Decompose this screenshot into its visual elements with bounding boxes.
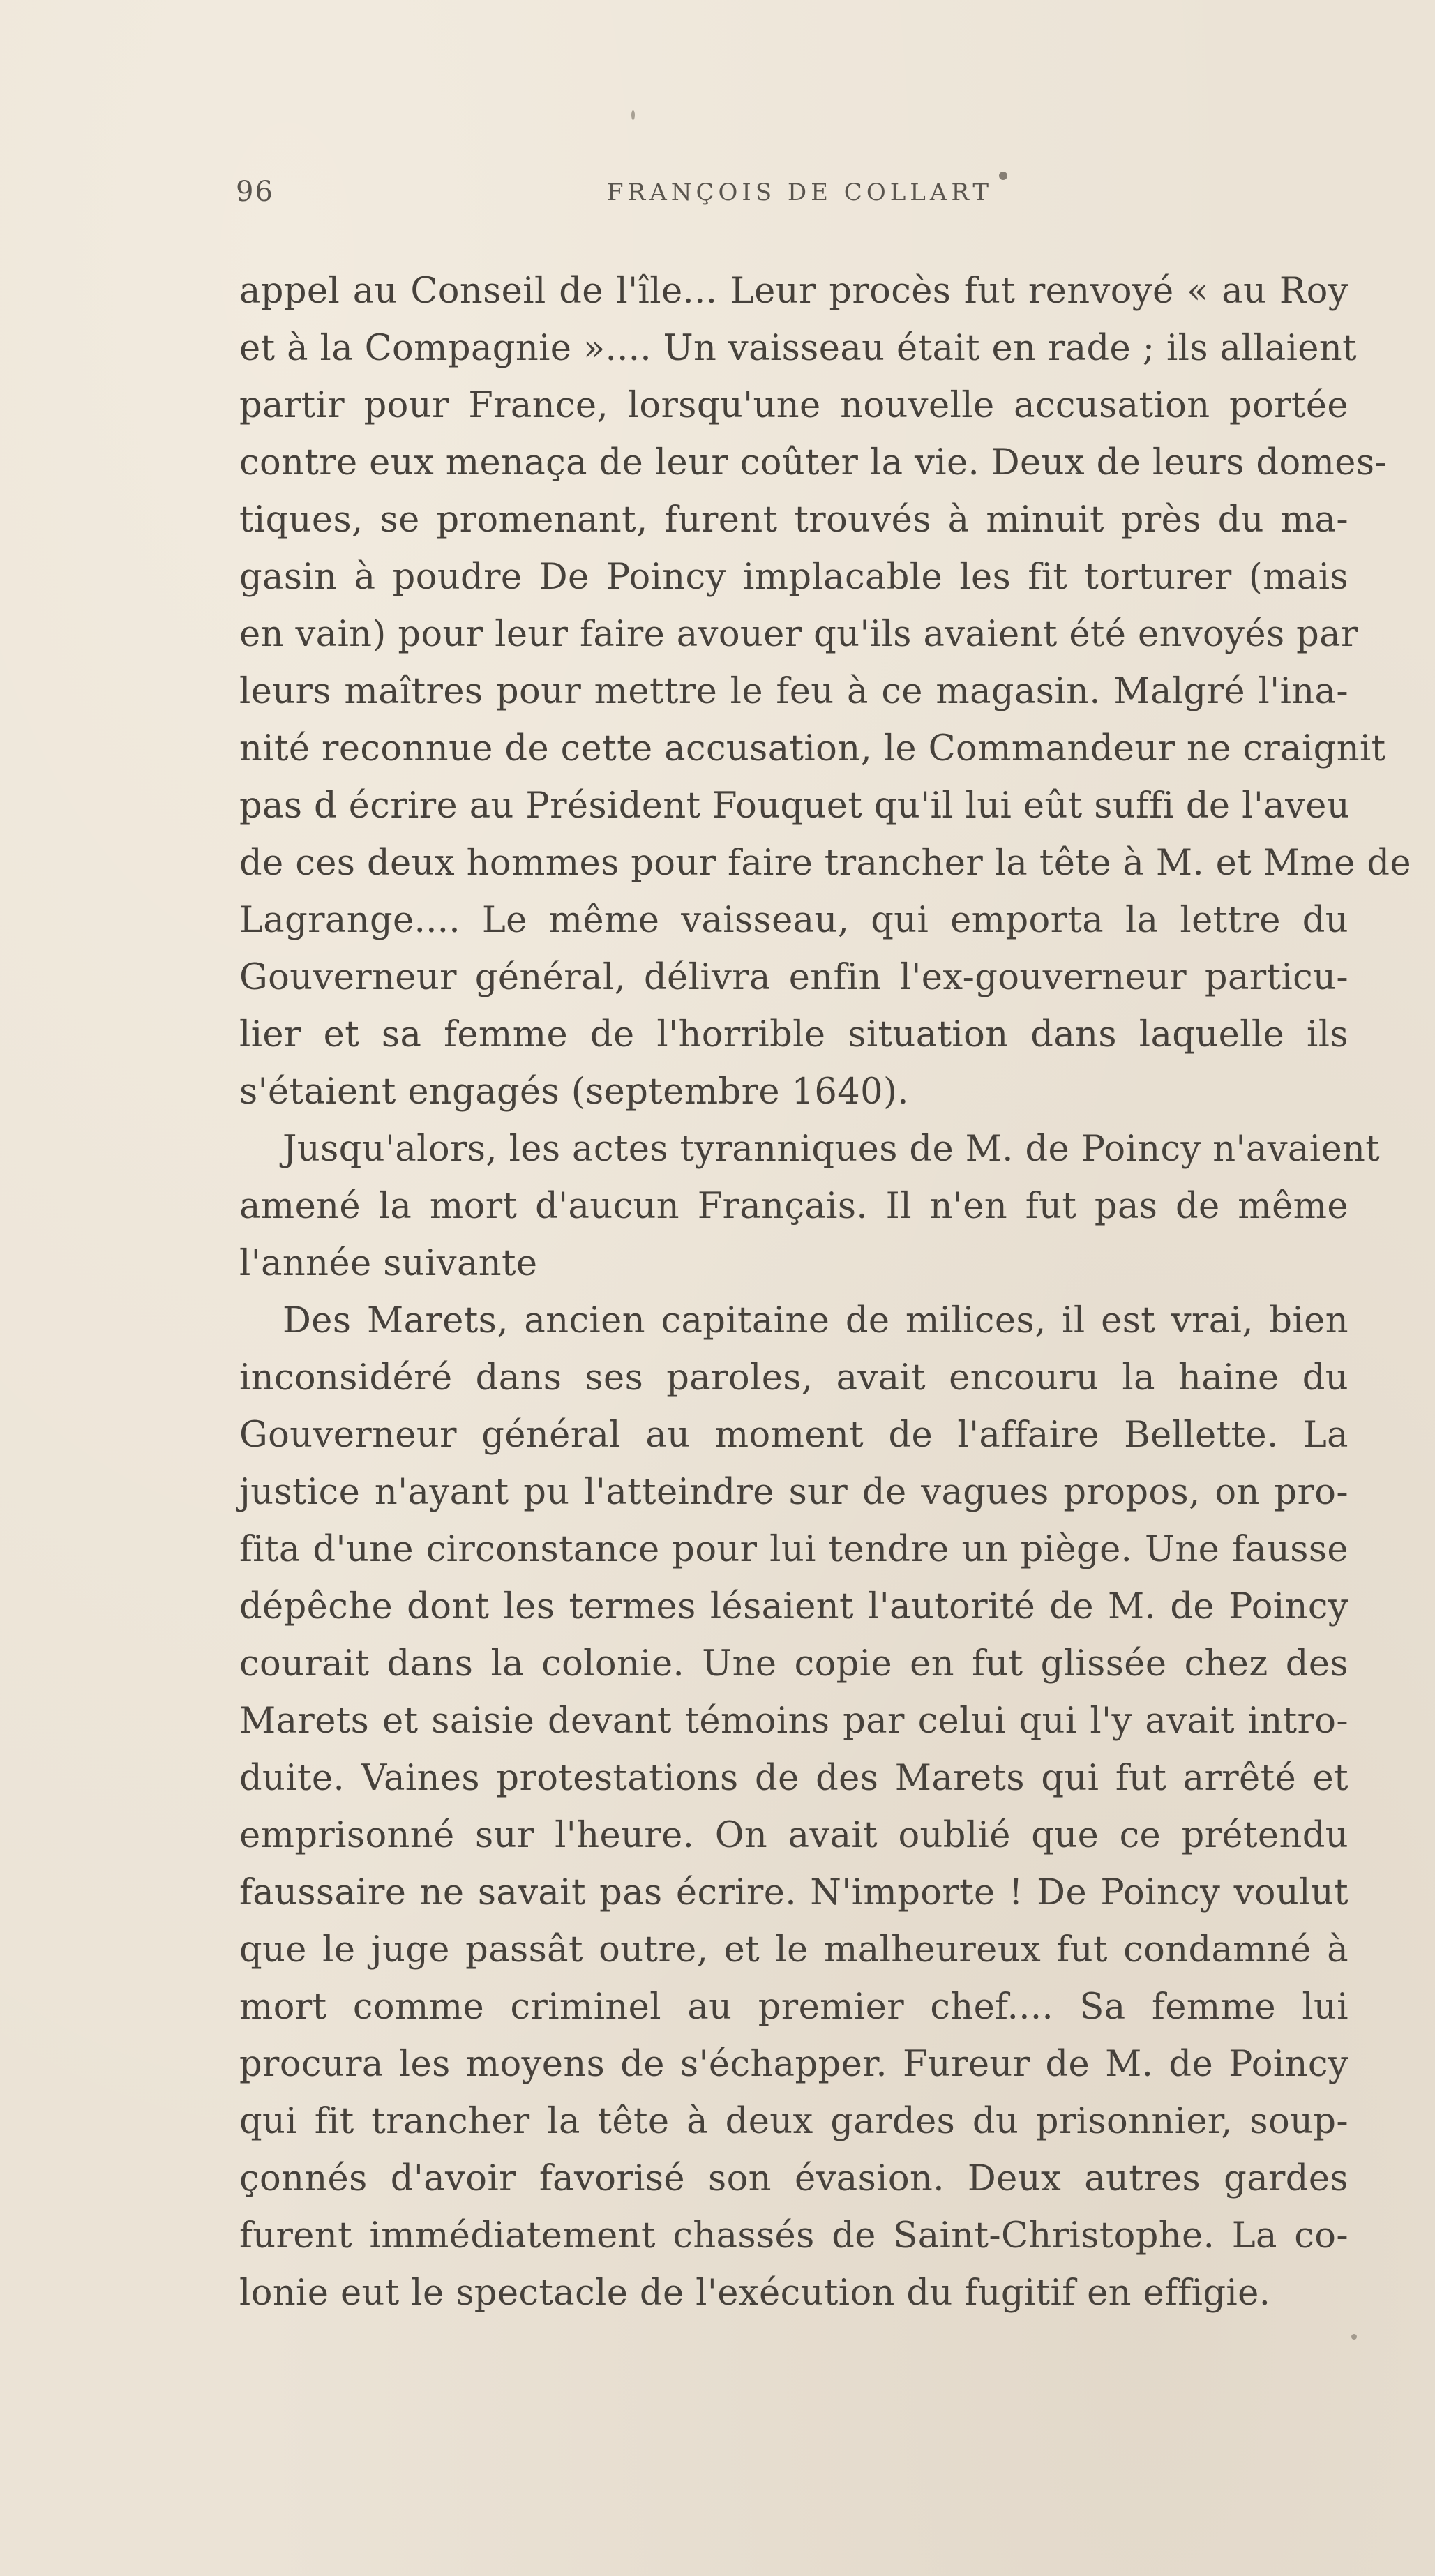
paragraph — [239, 1121, 1381, 1293]
text-line: contre eux menaça de leur coûter la vie. Deux de leurs domes- — [239, 442, 1388, 483]
body-text — [239, 263, 1411, 2322]
text-line: pas d écrire au Président Fouquet qu'il lui eût suffi de l'aveu — [239, 785, 1351, 827]
text-line: leurs maîtres pour mettre le feu à ce magasin. Malgré l'ina- — [239, 671, 1348, 712]
text-line: et à la Compagnie ».... Un vaisseau était en rade ; ils allaient — [239, 328, 1358, 369]
text-line: Lagrange.... Le même vaisseau, qui emporta la lettre du — [239, 900, 1348, 941]
text-line: l'année suivante — [239, 1243, 538, 1284]
running-head: FRANÇOIS DE COLLART — [607, 179, 993, 206]
text-line: partir pour France, lorsqu'une nouvelle accusation portée — [239, 385, 1348, 426]
text-line: duite. Vaines protestations de des Marets qui fut arrêté et — [239, 1758, 1348, 1799]
text-line: en vain) pour leur faire avouer qu'ils avaient été envoyés par — [239, 614, 1358, 655]
paragraph — [239, 1293, 1348, 2322]
text-line: procura les moyens de s'échapper. Fureur de M. de Poincy — [239, 2044, 1348, 2085]
text-line: qui fit trancher la tête à deux gardes du prisonnier, soup- — [239, 2101, 1348, 2142]
text-line: faussaire ne savait pas écrire. N'importe ! De Poincy voulut — [239, 1872, 1348, 1913]
text-line: emprisonné sur l'heure. On avait oublié que ce prétendu — [239, 1815, 1348, 1856]
text-line: furent immédiatement chassés de Saint-Christophe. La co- — [239, 2215, 1348, 2257]
text-line: Gouverneur général au moment de l'affaire Bellette. La — [239, 1415, 1348, 1456]
page-number: 96 — [236, 176, 274, 208]
ink-speck — [1351, 2334, 1357, 2340]
text-line: Des Marets, ancien capitaine de milices, il est vrai, bien — [283, 1300, 1348, 1341]
text-line: tiques, se promenant, furent trouvés à minuit près du ma- — [239, 499, 1348, 541]
text-line: s'étaient engagés (septembre 1640). — [239, 1071, 909, 1113]
text-line: amené la mort d'aucun Français. Il n'en fut pas de même — [239, 1186, 1348, 1227]
text-line: dépêche dont les termes lésaient l'autorité de M. de Poincy — [239, 1586, 1348, 1627]
text-line: gasin à poudre De Poincy implacable les fit torturer (mais — [239, 557, 1348, 598]
ink-speck — [631, 110, 635, 120]
text-line: courait dans la colonie. Une copie en fut glissée chez des — [239, 1643, 1348, 1685]
text-line: de ces deux hommes pour faire trancher la tête à M. et Mme de — [239, 843, 1411, 884]
page-header — [0, 176, 1435, 218]
text-line: lonie eut le spectacle de l'exécution du fugitif en effigie. — [239, 2273, 1271, 2314]
text-line: nité reconnue de cette accusation, le Commandeur ne craignit — [239, 728, 1386, 769]
text-line: çonnés d'avoir favorisé son évasion. Deux autres gardes — [239, 2158, 1348, 2199]
text-line: appel au Conseil de l'île... Leur procès fut renvoyé « au Roy — [239, 271, 1348, 312]
text-line: justice n'ayant pu l'atteindre sur de vagues propos, on pro- — [239, 1472, 1348, 1513]
text-line: fita d'une circonstance pour lui tendre un piège. Une fausse — [239, 1529, 1348, 1570]
text-line: que le juge passât outre, et le malheureux fut condamné à — [239, 1929, 1348, 1971]
text-line: Jusqu'alors, les actes tyranniques de M. de Poincy n'avaient — [283, 1129, 1381, 1170]
text-line: mort comme criminel au premier chef.... Sa femme lui — [239, 1987, 1348, 2028]
paragraph — [239, 263, 1411, 1121]
text-line: Gouverneur général, délivra enfin l'ex-gouverneur particu- — [239, 957, 1348, 998]
text-line: inconsidéré dans ses paroles, avait encouru la haine du — [239, 1357, 1348, 1399]
text-line: Marets et saisie devant témoins par celui qui l'y avait intro- — [239, 1701, 1348, 1742]
text-line: lier et sa femme de l'horrible situation dans laquelle ils — [239, 1014, 1348, 1055]
